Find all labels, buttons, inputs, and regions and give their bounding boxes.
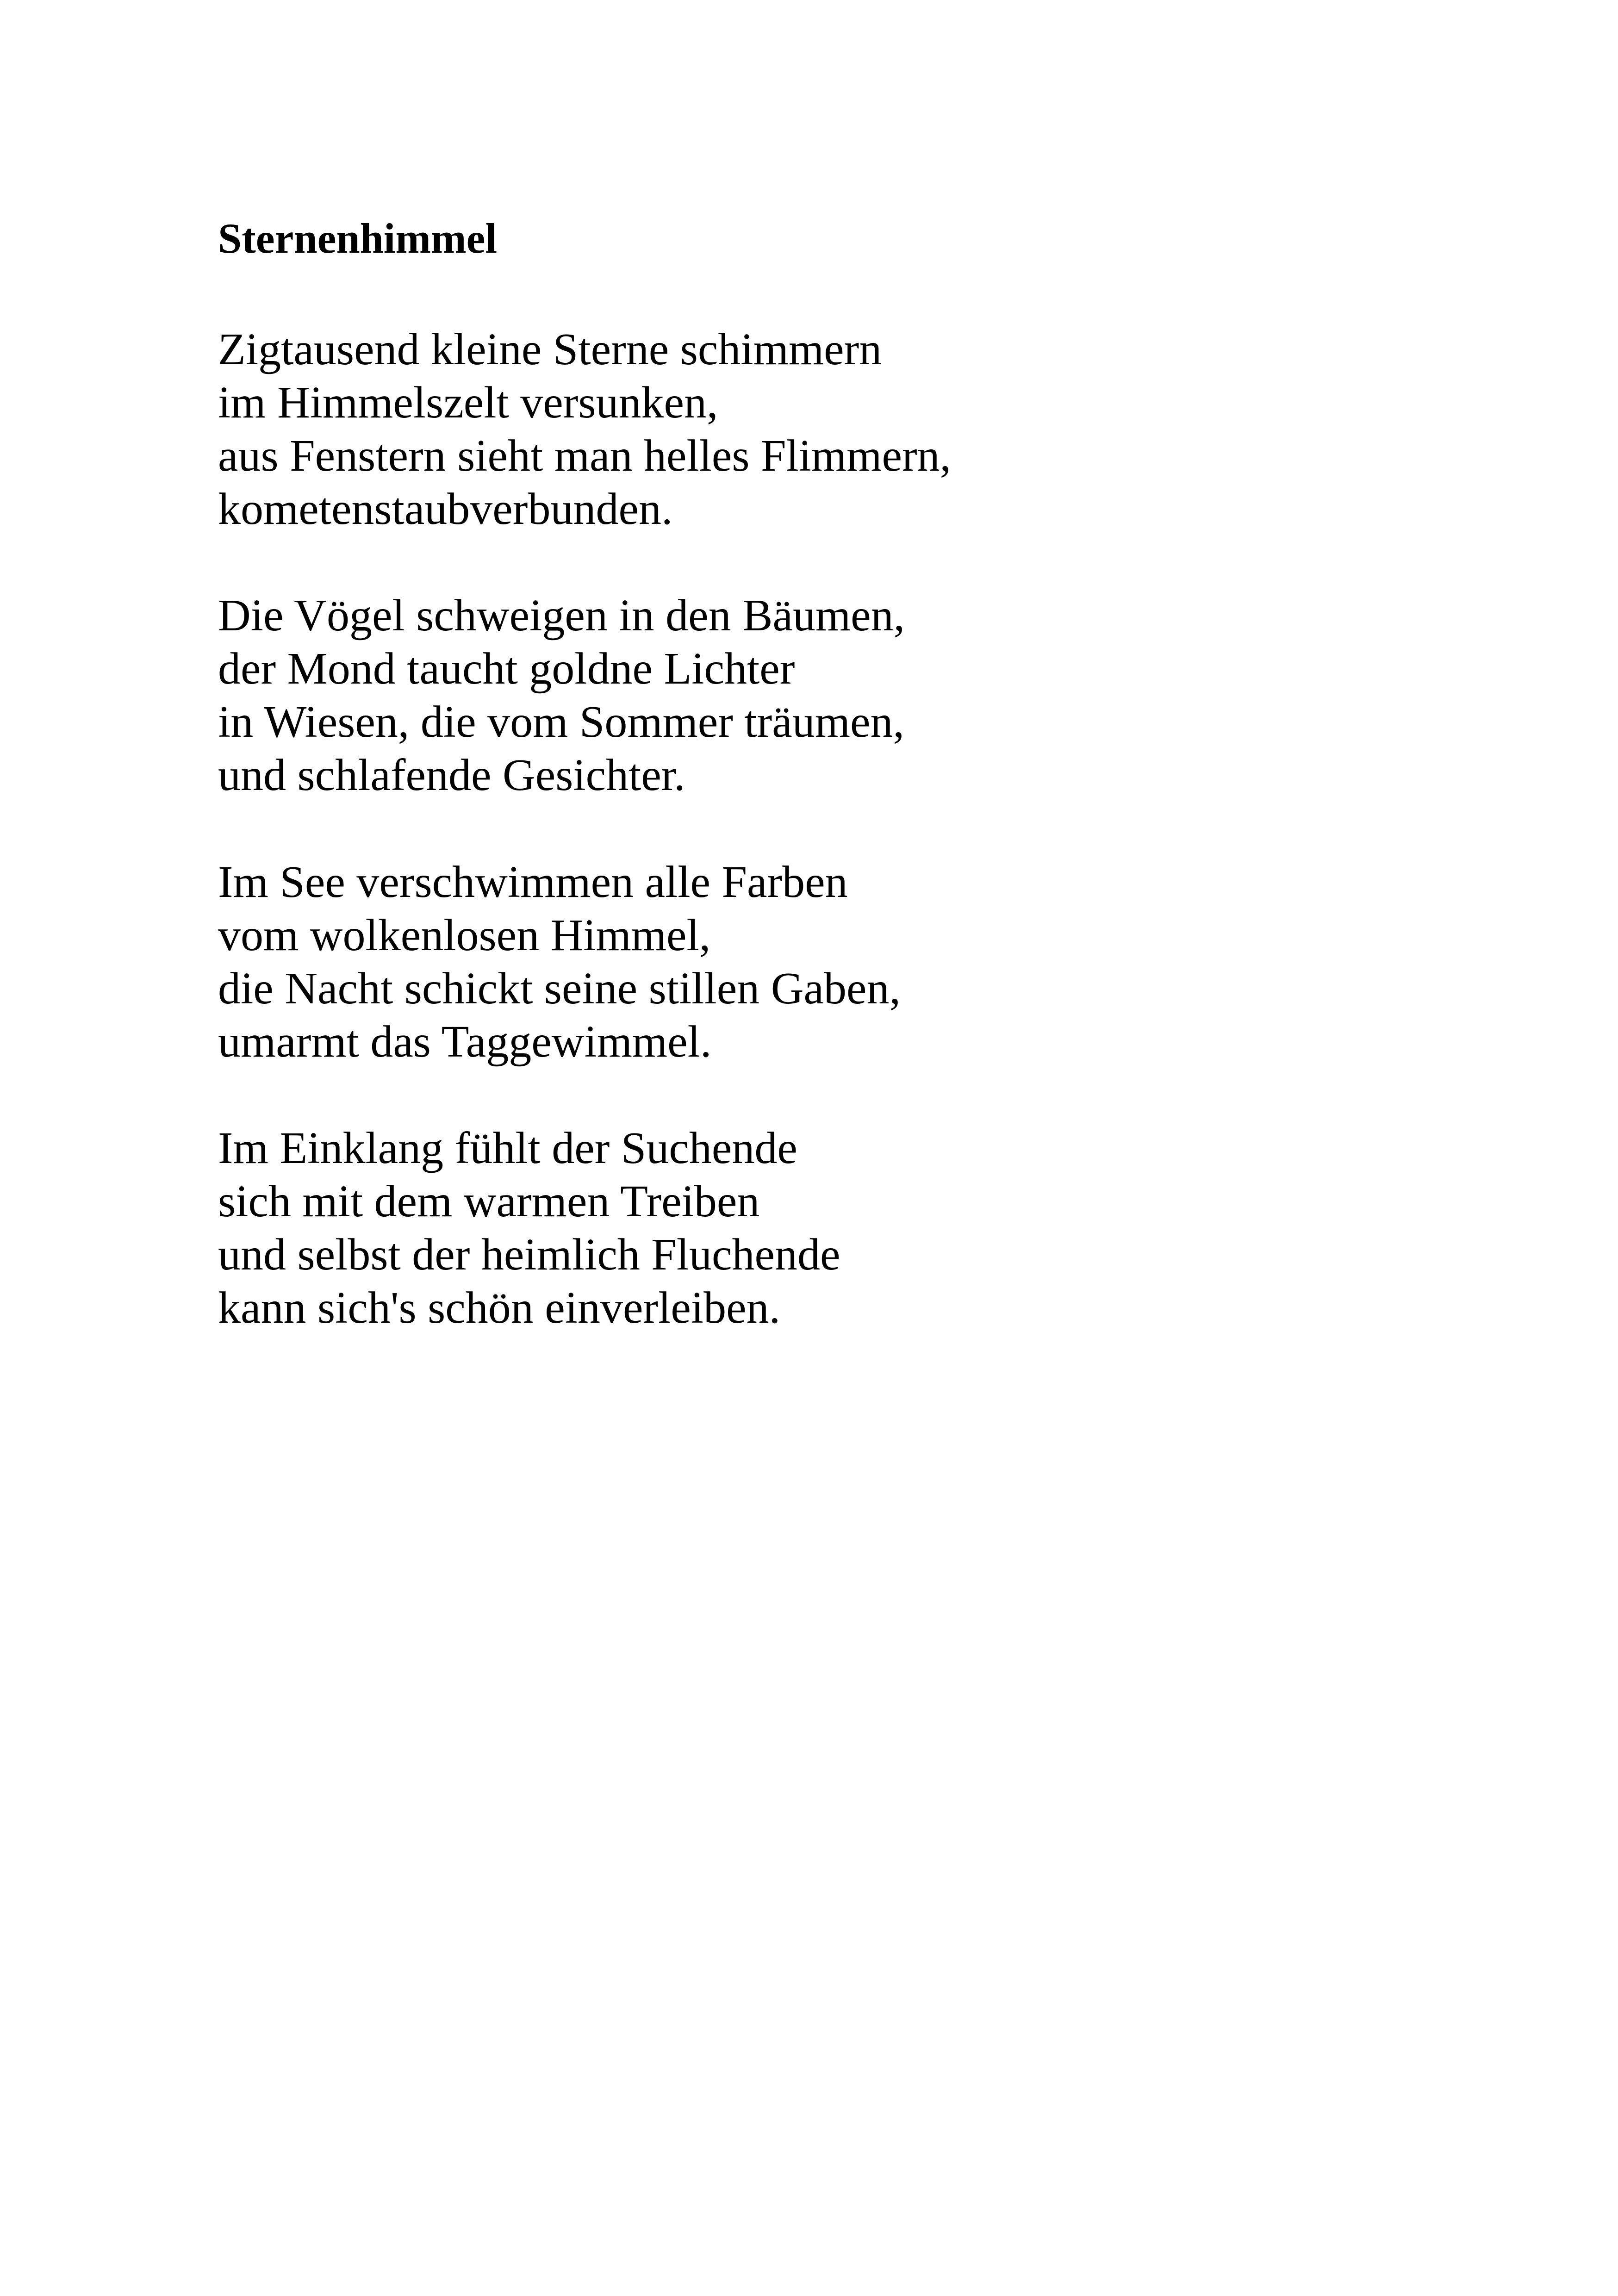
stanza xyxy=(218,1122,1468,1335)
poem-line: und schlafende Gesichter. xyxy=(218,750,685,800)
stanza xyxy=(218,589,1468,802)
poem-line: kann sich's schön einverleiben. xyxy=(218,1283,781,1333)
poem-line: kometenstaubverbunden. xyxy=(218,484,673,534)
poem-line: und selbst der heimlich Fluchende xyxy=(218,1230,840,1280)
poem-line: sich mit dem warmen Treiben xyxy=(218,1176,760,1226)
poem-line: vom wolkenlosen Himmel, xyxy=(218,910,711,960)
poem-title: Sternenhimmel xyxy=(218,215,498,262)
stanza xyxy=(218,856,1468,1069)
poem-line: der Mond taucht goldne Lichter xyxy=(218,644,795,694)
poem-line: Im See verschwimmen alle Farben xyxy=(218,857,848,907)
poem-line: die Nacht schickt seine stillen Gaben, xyxy=(218,964,901,1014)
poem-line: Zigtausend kleine Sterne schimmern xyxy=(218,324,882,374)
poem-line: Im Einklang fühlt der Suchende xyxy=(218,1123,797,1173)
stanza xyxy=(218,323,1468,536)
poem-line: umarmt das Taggewimmel. xyxy=(218,1017,712,1067)
poem-line: im Himmelszelt versunken, xyxy=(218,378,718,428)
poem-line: aus Fenstern sieht man helles Flimmern, xyxy=(218,431,952,481)
poem-line: in Wiesen, die vom Sommer träumen, xyxy=(218,697,905,747)
poem-line: Die Vögel schweigen in den Bäumen, xyxy=(218,591,905,641)
